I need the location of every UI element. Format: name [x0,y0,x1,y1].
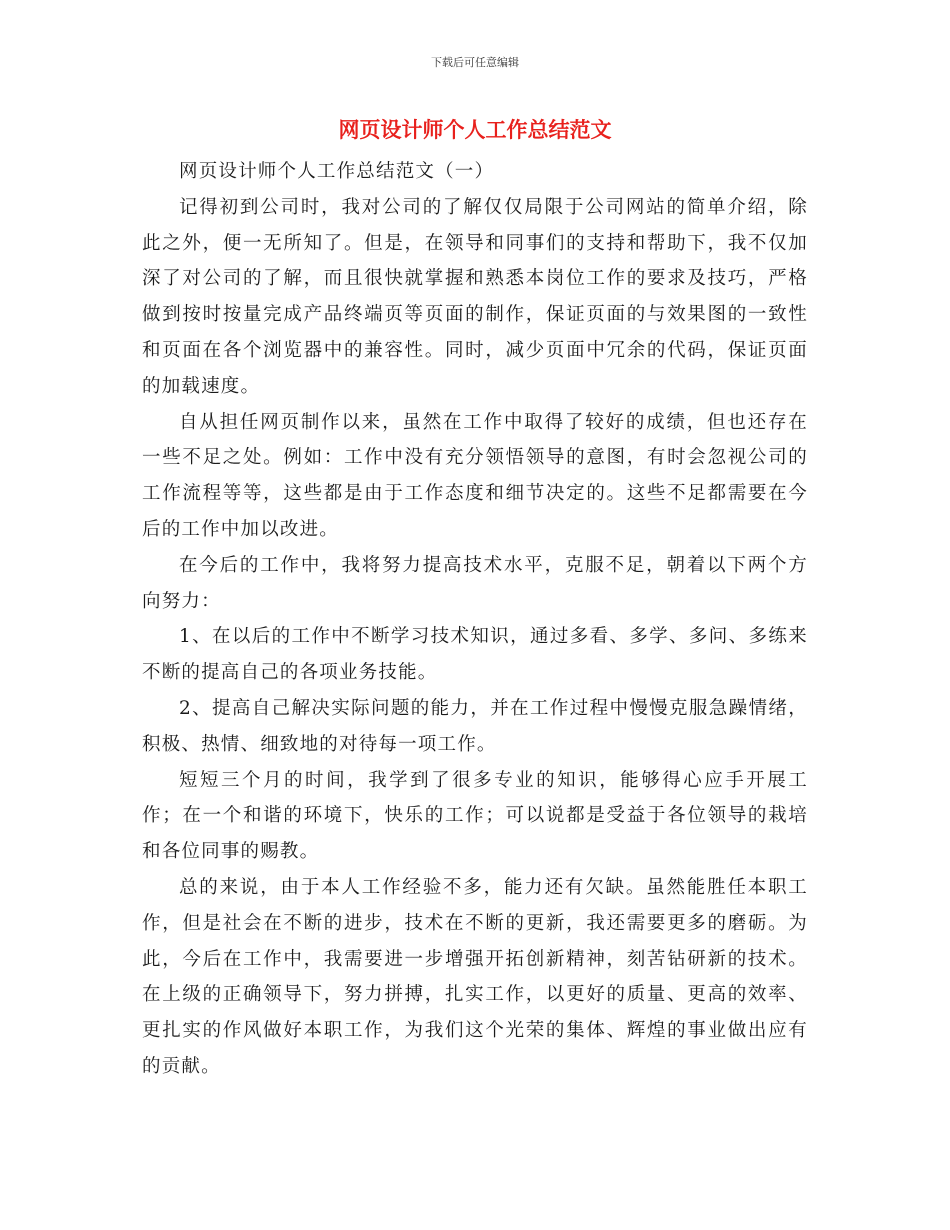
list-item: 2、提高自己解决实际问题的能力，并在工作过程中慢慢克服急躁情绪，积极、热情、细致地的对待每一项工作。 [142,697,808,755]
list-item: 1、在以后的工作中不断学习技术知识，通过多看、多学、多问、多练来不断的提高自己的各项业务技能。 [142,626,808,684]
paragraph: 在今后的工作中，我将努力提高技术水平，克服不足，朝着以下两个方向努力： [142,554,808,612]
paragraph: 自从担任网页制作以来，虽然在工作中取得了较好的成绩，但也还存在一些不足之处。例如：工作中没有充分领悟领导的意图，有时会忽视公司的工作流程等等，这些都是由于工作态度和细节决定的。这些不足都需要在今后的工作中加以改进。 [142,411,808,540]
paragraph: 短短三个月的时间，我学到了很多专业的知识，能够得心应手开展工作；在一个和谐的环境下，快乐的工作；可以说都是受益于各位领导的栽培和各位同事的赐教。 [142,769,808,863]
document-body [142,154,808,1085]
paragraph: 总的来说，由于本人工作经验不多，能力还有欠缺。虽然能胜任本职工作，但是社会在不断的进步，技术在不断的更新，我还需要更多的磨砺。为此，今后在工作中，我需要进一步增强开拓创新精神，刻苦钻研新的技术。在上级的正确领导下，努力拼搏，扎实工作，以更好的质量、更高的效率、更扎实的作风做好本职工作，为我们这个光荣的集体、辉煌的事业做出应有的贡献。 [142,876,808,1077]
section-heading: 网页设计师个人工作总结范文（一） [179,161,495,182]
document-title: 网页设计师个人工作总结范文 [338,117,612,142]
paragraph: 记得初到公司时，我对公司的了解仅仅局限于公司网站的简单介绍，除此之外，便一无所知了。但是，在领导和同事们的支持和帮助下，我不仅加深了对公司的了解，而且很快就掌握和熟悉本岗位工作的要求及技巧，严格做到按时按量完成产品终端页等页面的制作，保证页面的与效果图的一致性和页面在各个浏览器中的兼容性。同时，减少页面中冗余的代码，保证页面的加载速度。 [142,196,808,397]
header-note: 下载后可任意编辑 [431,56,519,69]
